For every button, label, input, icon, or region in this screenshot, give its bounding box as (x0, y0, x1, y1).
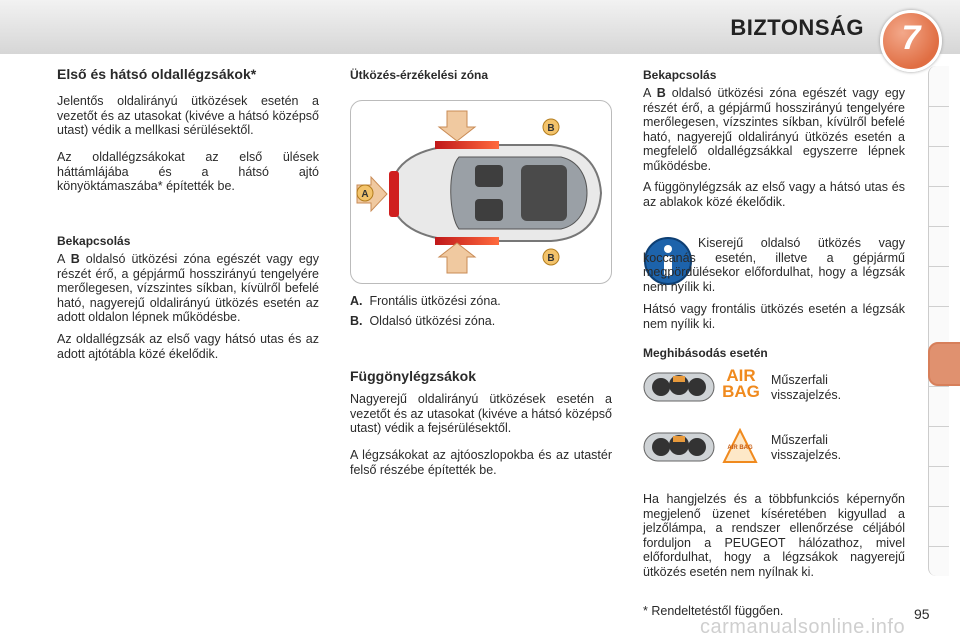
activation-text-2 (643, 86, 905, 173)
seat (475, 199, 503, 221)
zone-b-ref: B (70, 252, 80, 266)
tab-divider (929, 466, 949, 467)
fault-heading: Meghibásodás esetén (643, 346, 768, 360)
activation-text-1 (57, 252, 319, 325)
text-run: A (57, 252, 71, 266)
tab-divider (929, 426, 949, 427)
legend-text: Oldalsó ütközési zóna. (369, 314, 496, 328)
seat (521, 165, 567, 221)
watermark: carmanualsonline.info (700, 616, 906, 638)
zone-b-ref: B (656, 86, 666, 100)
tab-divider (929, 106, 949, 107)
activation-heading-1: Bekapcsolás (57, 234, 131, 248)
label-b: B (547, 253, 555, 264)
no-deploy-text: Hátsó vagy frontális ütközés esetén a légzsák nem nyílik ki. (643, 302, 905, 331)
tab-divider (929, 186, 949, 187)
tab-divider (929, 226, 949, 227)
label-a: A (361, 189, 369, 200)
legend-key: B. (350, 314, 363, 328)
text-run: A (643, 86, 657, 100)
curtain-airbags-intro: Nagyerejű oldalirányú ütközések esetén a vezetőt és az utasokat (kivéve a hátsó középső utast) védik a fejsérülésektől. (350, 392, 612, 435)
footnote: * Rendeltetéstől függően. (643, 604, 784, 618)
impact-arrow (439, 243, 475, 273)
curtain-airbags-location: A légzsákokat az ajtóoszlopokba és az utastér felső részébe építették be. (350, 448, 612, 477)
active-chapter-tab[interactable] (928, 342, 960, 386)
zone-a-marker (389, 171, 399, 217)
legend-key: A. (350, 294, 363, 308)
tab-divider (929, 146, 949, 147)
tab-divider (929, 546, 949, 547)
chapter-tabs (928, 66, 949, 576)
tab-divider (929, 266, 949, 267)
airbag-icon-text: BAG (722, 382, 760, 401)
seat (475, 165, 503, 187)
legend-item-b (350, 314, 610, 329)
dashboard-indicator-label: Műszerfali visszajelzés. (771, 433, 842, 462)
zone-b-marker (435, 141, 499, 149)
legend-item-a (350, 294, 610, 309)
fault-instructions: Ha hangjelzés és a többfunkciós képernyőn megjelenő üzenet kíséretében kigyullad a jelzőlámpa, a rendszer ellenőrzése céljából forduljon a PEUGEOT hálózathoz, mivel előfordulhat, hogy a légzsákok nagyerejű ütközés esetén nem nyílnak ki. (643, 492, 905, 579)
instrument-cluster-icon (643, 430, 715, 464)
label-b: B (547, 123, 555, 134)
curtain-airbags-heading: Függönylégzsákok (350, 368, 477, 384)
activation-heading-2: Bekapcsolás (643, 68, 717, 82)
page-number: 95 (914, 606, 930, 622)
section-title: BIZTONSÁG (730, 15, 864, 40)
tab-divider (929, 386, 949, 387)
detection-zone-heading: Ütközés-érzékelési zóna (350, 68, 489, 82)
legend-text: Frontális ütközési zóna. (369, 294, 501, 308)
chapter-number: 7 (901, 19, 921, 57)
curtain-deploy-text: A függönylégzsák az első vagy a hátsó utas és az ablakok közé ékelődik. (643, 180, 905, 209)
tab-divider (929, 306, 949, 307)
side-airbags-location: Az oldallégzsákokat az első ülések háttámlájába és a hátsó ajtó könyöktámaszába* építették be. (57, 150, 319, 193)
airbag-warning-icon (722, 368, 760, 400)
text-run: oldalsó ütközési zóna egészét vagy egy részét érő, a gépjármű hosszirányú tengelyére merőlegesen, vízszintes síkban, kívülről befelé ható, nagyerejű oldalirányú ütközés esetén az adott oldalon lépnek működésbe. (57, 252, 320, 324)
chapter-badge (880, 10, 942, 72)
airbag-triangle-icon (722, 428, 758, 464)
car-impact-diagram (350, 100, 612, 284)
info-note: Kiserejű oldalsó ütközés vagy koccanás esetén, illetve a gépjármű megpördülésekor előfordulhat, hogy a légzsák nem nyílik ki. (643, 236, 905, 294)
side-airbag-deploy: Az oldallégzsák az első vagy hátsó utas és az adott ajtótábla közé ékelődik. (57, 332, 319, 361)
airbag-icon-text: AIR BAG (727, 445, 753, 451)
side-airbags-heading: Első és hátsó oldallégzsákok* (57, 66, 257, 82)
text-run: oldalsó ütközési zóna egészét vagy egy részét érő, a gépjármű hosszirányú tengelyére merőlegesen, vízszintes síkban, kívülről befelé ható, nagyerejű oldalirányú ütközés esetén a megfelelő oldallégzsákkal egyszerre lépnek működésbe. (643, 86, 906, 173)
instrument-cluster-icon (643, 370, 715, 404)
dashboard-indicator-label: Műszerfali visszajelzés. (771, 373, 842, 402)
tab-divider (929, 506, 949, 507)
impact-arrow (439, 111, 475, 141)
airbag-icon-text: AIR (726, 366, 756, 385)
side-airbags-intro: Jelentős oldalirányú ütközések esetén a vezetőt és az utasokat (kivéve a hátsó középső utast) védik a mellkasi sérülésektől. (57, 94, 319, 137)
zone-b-marker (435, 237, 499, 245)
car-topview-illustration (351, 101, 611, 283)
